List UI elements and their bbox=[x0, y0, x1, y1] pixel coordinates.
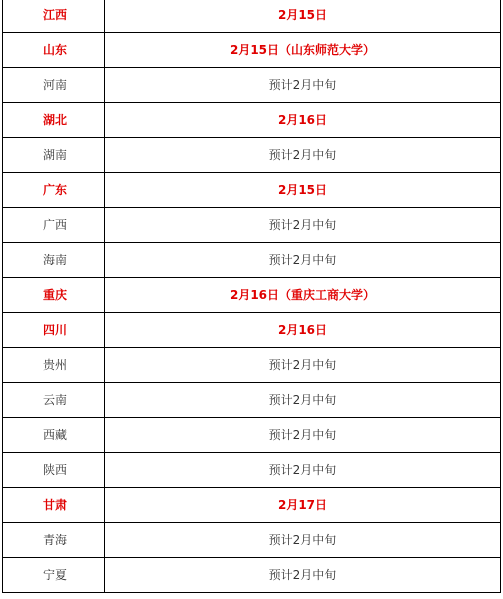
date-cell: 2月17日 bbox=[105, 488, 501, 523]
date-cell: 2月16日 bbox=[105, 313, 501, 348]
province-cell: 西藏 bbox=[3, 418, 105, 453]
table-row bbox=[3, 173, 501, 208]
province-cell: 河南 bbox=[3, 68, 105, 103]
table-row bbox=[3, 558, 501, 593]
date-cell: 预计2月中旬 bbox=[105, 348, 501, 383]
province-cell: 山东 bbox=[3, 33, 105, 68]
table-row bbox=[3, 68, 501, 103]
date-cell: 预计2月中旬 bbox=[105, 523, 501, 558]
table-row bbox=[3, 383, 501, 418]
date-cell: 预计2月中旬 bbox=[105, 453, 501, 488]
date-cell: 2月16日 bbox=[105, 103, 501, 138]
table-row bbox=[3, 0, 501, 33]
date-cell: 预计2月中旬 bbox=[105, 558, 501, 593]
province-cell: 贵州 bbox=[3, 348, 105, 383]
date-cell: 预计2月中旬 bbox=[105, 138, 501, 173]
province-cell: 湖北 bbox=[3, 103, 105, 138]
date-cell: 预计2月中旬 bbox=[105, 243, 501, 278]
date-cell: 2月16日（重庆工商大学） bbox=[105, 278, 501, 313]
date-cell: 2月15日 bbox=[105, 0, 501, 33]
province-cell: 湖南 bbox=[3, 138, 105, 173]
table-row bbox=[3, 103, 501, 138]
date-cell: 预计2月中旬 bbox=[105, 418, 501, 453]
table-row bbox=[3, 348, 501, 383]
date-cell: 预计2月中旬 bbox=[105, 383, 501, 418]
table-row bbox=[3, 243, 501, 278]
table-row bbox=[3, 523, 501, 558]
province-cell: 海南 bbox=[3, 243, 105, 278]
province-cell: 云南 bbox=[3, 383, 105, 418]
table-row bbox=[3, 138, 501, 173]
schedule-table-body bbox=[3, 0, 501, 593]
province-cell: 陕西 bbox=[3, 453, 105, 488]
table-row bbox=[3, 313, 501, 348]
province-cell: 四川 bbox=[3, 313, 105, 348]
date-cell: 预计2月中旬 bbox=[105, 208, 501, 243]
date-cell: 预计2月中旬 bbox=[105, 68, 501, 103]
province-cell: 甘肃 bbox=[3, 488, 105, 523]
province-cell: 广东 bbox=[3, 173, 105, 208]
schedule-table bbox=[2, 0, 501, 593]
date-cell: 2月15日（山东师范大学） bbox=[105, 33, 501, 68]
table-row bbox=[3, 453, 501, 488]
province-cell: 青海 bbox=[3, 523, 105, 558]
table-row bbox=[3, 278, 501, 313]
province-cell: 重庆 bbox=[3, 278, 105, 313]
province-cell: 广西 bbox=[3, 208, 105, 243]
table-row bbox=[3, 418, 501, 453]
date-cell: 2月15日 bbox=[105, 173, 501, 208]
table-row bbox=[3, 488, 501, 523]
province-cell: 江西 bbox=[3, 0, 105, 33]
table-row bbox=[3, 208, 501, 243]
table-row bbox=[3, 33, 501, 68]
province-cell: 宁夏 bbox=[3, 558, 105, 593]
